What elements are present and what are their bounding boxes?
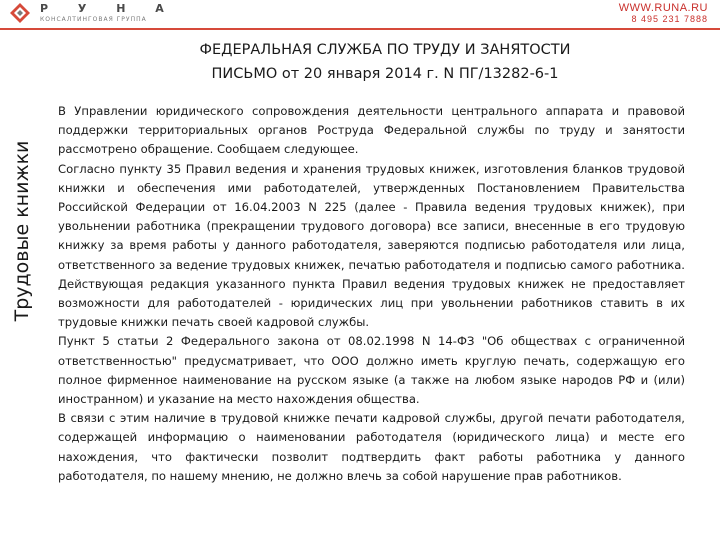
logo-text: Р У Н А (40, 2, 177, 15)
document-subtitle: ПИСЬМО от 20 января 2014 г. N ПГ/13282-6-1 (211, 66, 559, 82)
side-label-text: Трудовые книжки (11, 140, 33, 322)
header-divider (0, 28, 720, 30)
paragraph: В связи с этим наличие в трудовой книжке печати кадровой службы, другой печати работодателя, содержащей информацию о наименовании работодателя (юридического лица) и месте его нахождения, что фактически позволит подтвердить факт работы работника у данного работодателя, по нашему мнению, не должно влечь за собой нарушение прав работников. (58, 411, 685, 483)
side-label (2, 105, 42, 357)
paragraph: В Управлении юридического сопровождения деятельности центрального аппарата и правовой поддержки территориальных органов Роструда Федеральной службы по труду и занятости рассмотрено обращение. Сообщаем следующее. (58, 104, 685, 157)
document-body (58, 102, 685, 486)
site-url[interactable]: WWW.RUNA.RU (618, 2, 708, 14)
logo-subtitle: КОНСАЛТИНГОВАЯ ГРУППА (40, 16, 147, 23)
site-contacts (619, 2, 708, 25)
paragraph: Согласно пункту 35 Правил ведения и хранения трудовых книжек, изготовления бланков трудовой книжки и обеспечения ими работодателей, утвержденных Постановлением Правительства Российской Федерации от 16.04.2003 N 225 (далее - Правила ведения трудовых книжек), при увольнении работника (прекращении трудового договора) все записи, внесенные в его трудовую книжку за время работы у данного работодателя, заверяются подписью работодателя или лица, ответственного за ведение трудовых книжек, печатью работодателя и подписью самого работника. Действующая редакция указанного пункта Правил ведения трудовых книжек не предоставляет возможности для работодателей - юридических лиц при увольнении работников ставить в их трудовые книжки печать своей кадровой службы. (58, 161, 685, 330)
logo-icon (10, 3, 30, 23)
paragraph: Пункт 5 статьи 2 Федерального закона от 08.02.1998 N 14-ФЗ "Об обществах с ограниченной ответственностью" предусматривает, что ООО должно иметь круглую печать, содержащую его полное фирменное наименование на русском языке (а также на любом языке народов РФ и (или) иностранном) и указание на место нахождения общества. (58, 334, 685, 407)
site-phone: 8 495 231 7888 (631, 14, 708, 24)
page-header (0, 0, 720, 30)
document-title: ФЕДЕРАЛЬНАЯ СЛУЖБА ПО ТРУДУ И ЗАНЯТОСТИ (199, 42, 571, 58)
